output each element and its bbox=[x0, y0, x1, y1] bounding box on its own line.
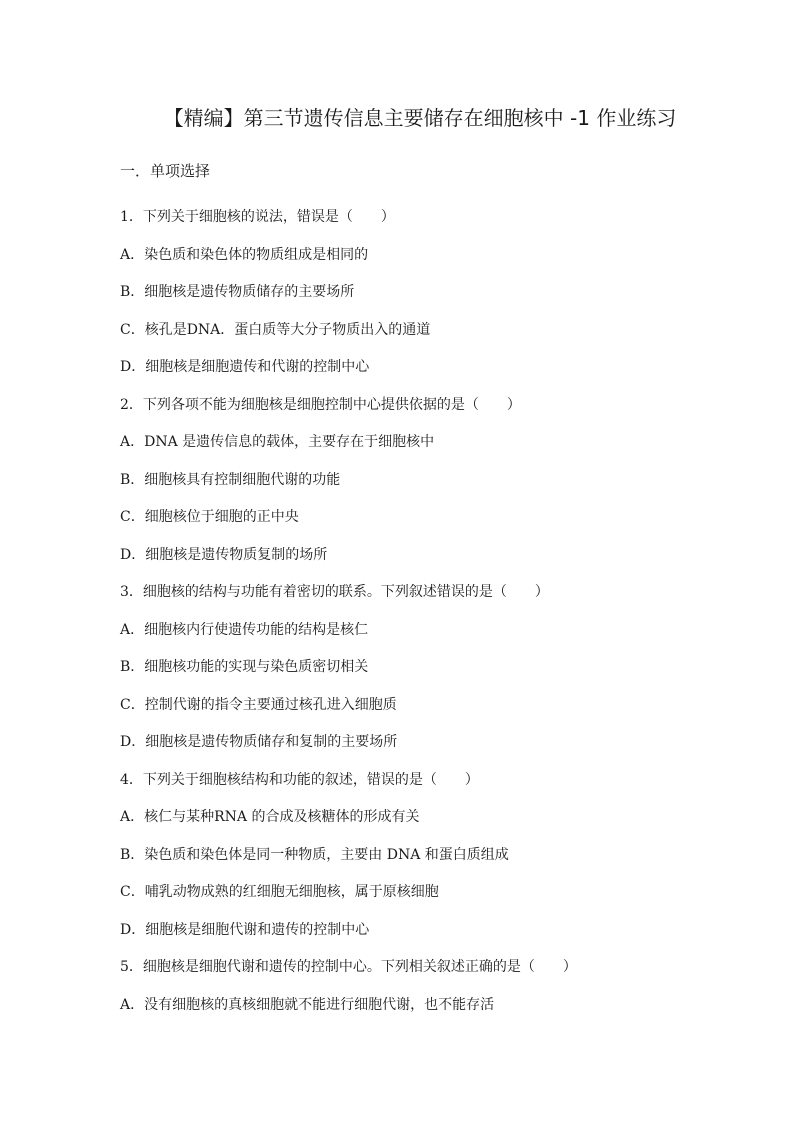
section-heading: 一．单项选择 bbox=[120, 162, 211, 180]
answer-option: C．细胞核位于细胞的正中央 bbox=[120, 509, 299, 525]
question-stem: 1．下列关于细胞核的说法，错误是（ ） bbox=[120, 209, 395, 225]
document-title: 【精编】第三节遗传信息主要储存在细胞核中 -1 作业练习 bbox=[163, 106, 677, 130]
answer-option: A．核仁与某种RNA 的合成及核糖体的形成有关 bbox=[120, 809, 420, 825]
answer-option: D．细胞核是细胞遗传和代谢的控制中心 bbox=[120, 359, 370, 375]
answer-option: D．细胞核是遗传物质复制的场所 bbox=[120, 546, 328, 563]
answer-option: B．细胞核是遗传物质储存的主要场所 bbox=[120, 284, 355, 300]
answer-option: D．细胞核是细胞代谢和遗传的控制中心 bbox=[120, 921, 370, 938]
answer-option: A．细胞核内行使遗传功能的结构是核仁 bbox=[120, 621, 369, 638]
question-list bbox=[120, 206, 720, 1031]
answer-option: A．没有细胞核的真核细胞就不能进行细胞代谢，也不能存活 bbox=[120, 996, 495, 1013]
answer-option: C．哺乳动物成熟的红细胞无细胞核，属于原核细胞 bbox=[120, 884, 439, 900]
answer-option: A．DNA 是遗传信息的载体，主要存在于细胞核中 bbox=[120, 434, 435, 450]
question-stem: 5．细胞核是细胞代谢和遗传的控制中心。下列相关叙述正确的是（ ） bbox=[120, 959, 577, 975]
answer-option: B．细胞核功能的实现与染色质密切相关 bbox=[120, 659, 369, 675]
answer-option: C．控制代谢的指令主要通过核孔进入细胞质 bbox=[120, 696, 397, 713]
answer-option: A．染色质和染色体的物质组成是相同的 bbox=[120, 246, 369, 263]
answer-option: D．细胞核是遗传物质储存和复制的主要场所 bbox=[120, 734, 398, 750]
answer-option: B．细胞核具有控制细胞代谢的功能 bbox=[120, 471, 341, 488]
question-stem: 2．下列各项不能为细胞核是细胞控制中心提供依据的是（ ） bbox=[120, 396, 521, 413]
question-stem: 3．细胞核的结构与功能有着密切的联系。下列叙述错误的是（ ） bbox=[120, 584, 549, 600]
question-stem: 4．下列关于细胞核结构和功能的叙述，错误的是（ ） bbox=[120, 771, 479, 788]
answer-option: C．核孔是DNA．蛋白质等大分子物质出入的通道 bbox=[120, 321, 431, 338]
answer-option: B．染色质和染色体是同一种物质，主要由 DNA 和蛋白质组成 bbox=[120, 846, 509, 863]
